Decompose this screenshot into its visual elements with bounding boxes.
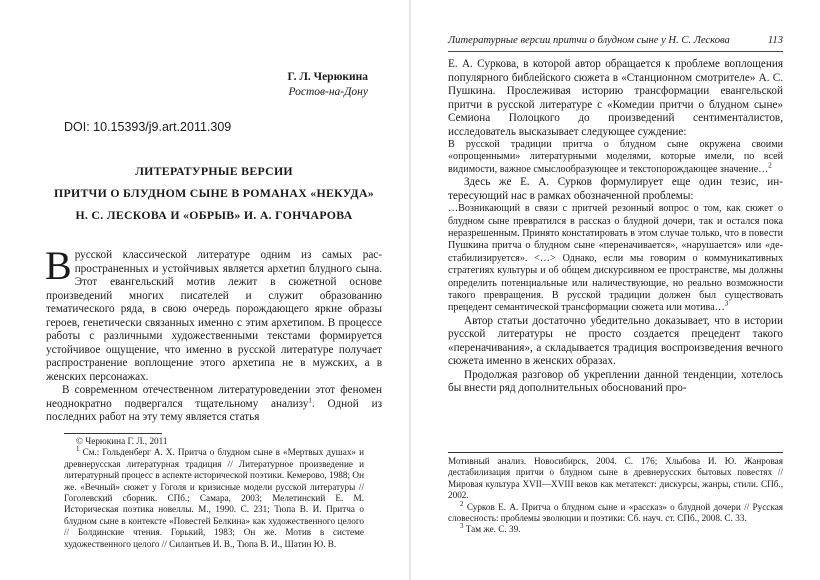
left-footnotes bbox=[64, 436, 364, 550]
title-line-2: ПРИТЧИ О БЛУДНОМ СЫНЕ В РОМАНАХ «НЕКУДА» bbox=[54, 186, 374, 200]
footnote-ref-3[interactable]: 3 bbox=[724, 300, 729, 309]
running-header bbox=[448, 35, 783, 46]
footnote-1-continued: Мотивный анализ. Новосибирск, 2004. С. 176; Хлыбова И. Ю. Жанровая дестабилизация притчи о блудном сыне в древнерусских бытовых повестях // Мировая культура XVII—XVIII веков как метатекст: дискурсы, жанры, стили. СПб., 2002. bbox=[448, 456, 783, 501]
r-paragraph-4: Продолжая разговор об укреплении данной тенденции, хотелось бы внести ряд дополнительных обоснований про- bbox=[448, 368, 783, 395]
paragraph-2-end: . Одной из последних работ на эту тему является статья bbox=[46, 397, 382, 423]
running-header-title: Литературные версии притчи о блудном сыне у Н. С. Лескова bbox=[448, 35, 730, 46]
footnote-2-text: Сурков Е. А. Притча о блудном сыне и «рассказ» о блудной дочери // Русская словесность: проблемы эволюции и поэтики: Сб. науч. ст. СПб., 2008. С. 33. bbox=[448, 501, 783, 524]
footnote-3-num: 3 bbox=[460, 522, 464, 531]
title-line-1: ЛИТЕРАТУРНЫЕ ВЕРСИИ bbox=[135, 164, 293, 178]
block-quote-1-text: В русской традиции притча о блудном сыне окружена своими «опрощенными» литературными моделями, которые имели, по всей видимости, важное смыслообразующее и текстопорождающее значение… bbox=[448, 139, 783, 175]
footnote-2-num: 2 bbox=[460, 499, 464, 508]
footnote-rule bbox=[64, 433, 162, 434]
paragraph-2-text: В современном отечественном литературоведении этот феномен неоднократно подвергался тщательному анализу bbox=[46, 384, 382, 410]
doi-link[interactable]: DOI: 10.15393/j9.art.2011.309 bbox=[64, 120, 232, 134]
footnote-ref-2[interactable]: 2 bbox=[768, 161, 772, 170]
header-rule bbox=[448, 51, 783, 52]
footnote-ref-1[interactable]: 1 bbox=[308, 395, 312, 404]
title-line-3: Н. С. ЛЕСКОВА И «ОБРЫВ» И. А. ГОНЧАРОВА bbox=[75, 208, 353, 222]
author-name: Г. Л. Черюкина bbox=[287, 71, 368, 83]
left-body-text bbox=[45, 243, 382, 425]
paragraph-2 bbox=[46, 384, 382, 425]
paragraph-1-text: русской классической литературе одним из самых распространенных и устойчивых является архетип блудного сына. Этот евангельский мотив лежит в сюжетной основе произведений многих писателей и служит образованию тематического ряда, в свою очередь порождающего яркие образы героев, генетически связанных именно с этим архетипом. В процессе работы с различными художественными текстами формируется устойчивое ощущение, что именно в русской литературе получает распространение воплощение этого архетипа не в мужских, а в женских персонажах. bbox=[46, 249, 382, 383]
r-paragraph-3: Автор статьи достаточно убедительно доказывает, что в истории русской литературы не просто создается прецедент такого «переначивания», а складывается традиция воспроизведения вечного сюжета именно в женских образах. bbox=[448, 314, 783, 368]
drop-cap: В bbox=[45, 243, 72, 288]
copyright-line: © Черюкина Г. Л., 2011 bbox=[76, 436, 168, 446]
r-paragraph-2: Здесь же Е. А. Сурков формулирует еще один тезис, интересующий нас в рамках обозначенной проблемы: bbox=[448, 176, 783, 202]
footnote-2 bbox=[448, 499, 783, 525]
r-paragraph-1: Е. А. Суркова, в которой автор обращается к проблеме воплощения популярного библейского сюжета в «Станционном смотрителе» А. С. Пушкина. Прослеживая историю трансформации евангельской притчи в русской литературе с «Комедии притчи о блудном сыне» Семиона Полоцкого до произведений сентименталистов, исследователь высказывает следующее суждение: bbox=[448, 58, 783, 138]
block-quote-2-text: …Возникающий в связи с притчей резонный вопрос о том, как сюжет о блудном сыне превратился в рассказ о блудной дочери, так и остался пока неразрешенным. Принято констатировать в этом случае только, что в повести Пушкина притча о блудном сыне «переначивается», «нарушается» или «дестабилизируется». <…> Однако, если мы говорим о коммуникативных стратегиях культуры и об общем дискурсивном ее пространстве, мы должны определить потенциальные или наличествующие, но реально возможности такого превращения. В русской традиции должен был существовать прецедент семантической трансформации сюжета или мотива… bbox=[448, 203, 783, 314]
block-quote-1 bbox=[448, 139, 783, 176]
page-number: 113 bbox=[767, 35, 783, 46]
footnote-1 bbox=[64, 447, 364, 550]
right-body-text bbox=[448, 58, 783, 396]
right-footnotes bbox=[448, 456, 783, 536]
footnote-3-text: Там же. С. 39. bbox=[465, 524, 521, 535]
block-quote-2 bbox=[448, 203, 783, 315]
footnote-1-num: 1 bbox=[76, 445, 80, 454]
paragraph-1 bbox=[45, 243, 382, 384]
article-title bbox=[46, 160, 382, 226]
author-block bbox=[288, 70, 368, 100]
right-page bbox=[410, 0, 820, 580]
footnote-rule-right bbox=[448, 452, 783, 453]
author-city: Ростов-на-Дону bbox=[288, 86, 368, 98]
footnote-3 bbox=[448, 524, 783, 535]
footnote-1-text: См.: Гольденберг А. Х. Притча о блудном сыне в «Мертвых душах» и древнерусская литературная традиция // Литературное произведение и литературный процесс в аспекте исторической поэтики. Кемерово, 1988; Он же. «Вечный» сюжет у Гоголя и кризисные модели русской литературы // Гоголевский сборник. СПб.; Самара, 2003; Мелетинский Е. М. Историческая поэтика новеллы. М., 1990. С. 231; Тюпа В. И. Притча о блудном сыне в контексте «Повестей Белкина» как художественного целого // Болдинские чтения. Горький, 1983; Он же. Мотив в системе художественного целого // Силантьев И. В., Тюпа В. И., Шатин Ю. В. bbox=[64, 447, 365, 549]
